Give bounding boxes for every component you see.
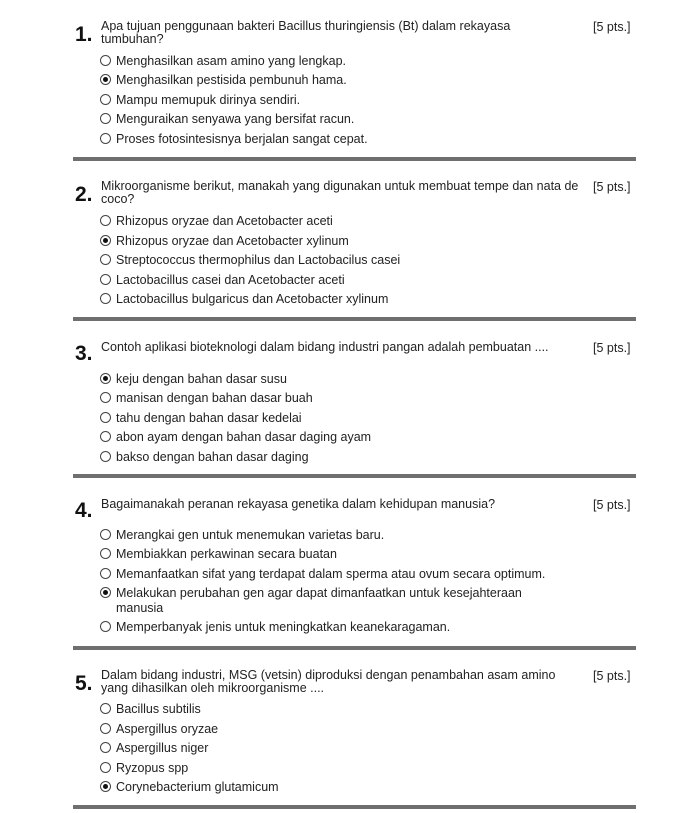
divider <box>73 157 636 161</box>
question-number: 3. <box>75 342 93 365</box>
radio-button[interactable] <box>100 451 111 462</box>
option[interactable] <box>100 253 600 271</box>
radio-button[interactable] <box>100 548 111 559</box>
option[interactable] <box>100 234 600 252</box>
option-label: Streptococcus thermophilus dan Lactobacilus casei <box>116 253 401 267</box>
option[interactable] <box>100 93 600 111</box>
option-label: Lactobacillus casei dan Acetobacter aceti <box>116 273 345 287</box>
radio-button[interactable] <box>100 723 111 734</box>
divider <box>73 317 636 321</box>
option[interactable] <box>100 132 600 150</box>
divider <box>73 474 636 478</box>
option[interactable] <box>100 112 600 130</box>
question-number: 2. <box>75 183 93 206</box>
option-label: Corynebacterium glutamicum <box>116 780 279 794</box>
option[interactable] <box>100 372 600 390</box>
radio-button[interactable] <box>100 742 111 753</box>
option[interactable] <box>100 547 600 565</box>
radio-button-selected[interactable] <box>100 781 111 792</box>
option-label: Rhizopus oryzae dan Acetobacter aceti <box>116 214 333 228</box>
question-text: Dalam bidang industri, MSG (vetsin) diproduksi dengan penambahan asam amino yang dihasilkan oleh mikroorganisme .... <box>101 668 556 695</box>
option[interactable] <box>100 391 600 409</box>
option[interactable] <box>100 73 600 91</box>
radio-button[interactable] <box>100 293 111 304</box>
points-label: [5 pts.] <box>593 20 631 34</box>
option-label: abon ayam dengan bahan dasar daging ayam <box>116 430 372 444</box>
question-text: Contoh aplikasi bioteknologi dalam bidang industri pangan adalah pembuatan .... <box>101 340 549 354</box>
radio-button[interactable] <box>100 254 111 265</box>
option-label: bakso dengan bahan dasar daging <box>116 450 309 464</box>
option-label: Menguraikan senyawa yang bersifat racun. <box>116 112 355 126</box>
option[interactable] <box>100 528 600 546</box>
option-label: Memanfaatkan sifat yang terdapat dalam sperma atau ovum secara optimum. <box>116 567 546 581</box>
radio-button[interactable] <box>100 133 111 144</box>
radio-button[interactable] <box>100 55 111 66</box>
radio-button[interactable] <box>100 392 111 403</box>
option-label: Aspergillus oryzae <box>116 722 219 736</box>
radio-button[interactable] <box>100 113 111 124</box>
option-label: Memperbanyak jenis untuk meningkatkan keanekaragaman. <box>116 620 451 634</box>
option-label: Membiakkan perkawinan secara buatan <box>116 547 337 561</box>
radio-button[interactable] <box>100 568 111 579</box>
option[interactable] <box>100 741 600 759</box>
radio-button[interactable] <box>100 274 111 285</box>
option-label: Ryzopus spp <box>116 761 189 775</box>
option[interactable] <box>100 780 600 798</box>
radio-button-selected[interactable] <box>100 587 111 598</box>
radio-button[interactable] <box>100 215 111 226</box>
points-label: [5 pts.] <box>593 180 631 194</box>
option-label: Menghasilkan pestisida pembunuh hama. <box>116 73 347 87</box>
option[interactable] <box>100 214 600 232</box>
option-label: Melakukan perubahan gen agar dapat dimanfaatkan untuk kesejahteraan manusia <box>116 586 522 615</box>
question-number: 4. <box>75 499 93 522</box>
question-number: 1. <box>75 23 93 46</box>
option-label: manisan dengan bahan dasar buah <box>116 391 313 405</box>
radio-button[interactable] <box>100 529 111 540</box>
option[interactable] <box>100 411 600 429</box>
radio-button[interactable] <box>100 94 111 105</box>
option-label: keju dengan bahan dasar susu <box>116 372 287 386</box>
question-text: Bagaimanakah peranan rekayasa genetika dalam kehidupan manusia? <box>101 497 496 511</box>
option-label: Menghasilkan asam amino yang lengkap. <box>116 54 346 68</box>
option[interactable] <box>100 450 600 468</box>
radio-button[interactable] <box>100 621 111 632</box>
option[interactable] <box>100 54 600 72</box>
option-label: Merangkai gen untuk menemukan varietas baru. <box>116 528 385 542</box>
points-label: [5 pts.] <box>593 669 631 683</box>
option[interactable] <box>100 586 540 618</box>
radio-button-selected[interactable] <box>100 74 111 85</box>
question-text: Apa tujuan penggunaan bakteri Bacillus thuringiensis (Bt) dalam rekayasa tumbuhan? <box>101 19 511 46</box>
divider <box>73 646 636 650</box>
radio-button[interactable] <box>100 412 111 423</box>
points-label: [5 pts.] <box>593 498 631 512</box>
option[interactable] <box>100 273 600 291</box>
radio-button[interactable] <box>100 703 111 714</box>
option[interactable] <box>100 620 600 638</box>
option[interactable] <box>100 702 600 720</box>
option-label: Mampu memupuk dirinya sendiri. <box>116 93 301 107</box>
question-number: 5. <box>75 672 93 695</box>
points-label: [5 pts.] <box>593 341 631 355</box>
option[interactable] <box>100 722 600 740</box>
option-label: Lactobacillus bulgaricus dan Acetobacter xylinum <box>116 292 389 306</box>
radio-button[interactable] <box>100 762 111 773</box>
option-label: tahu dengan bahan dasar kedelai <box>116 411 302 425</box>
option[interactable] <box>100 761 600 779</box>
option-label: Proses fotosintesisnya berjalan sangat cepat. <box>116 132 368 146</box>
option[interactable] <box>100 292 600 310</box>
option-label: Rhizopus oryzae dan Acetobacter xylinum <box>116 234 349 248</box>
radio-button-selected[interactable] <box>100 235 111 246</box>
radio-button-selected[interactable] <box>100 373 111 384</box>
option[interactable] <box>100 567 600 585</box>
option[interactable] <box>100 430 600 448</box>
radio-button[interactable] <box>100 431 111 442</box>
option-label: Aspergillus niger <box>116 741 209 755</box>
question-text: Mikroorganisme berikut, manakah yang digunakan untuk membuat tempe dan nata de coco? <box>101 179 579 206</box>
divider <box>73 805 636 809</box>
option-label: Bacillus subtilis <box>116 702 201 716</box>
